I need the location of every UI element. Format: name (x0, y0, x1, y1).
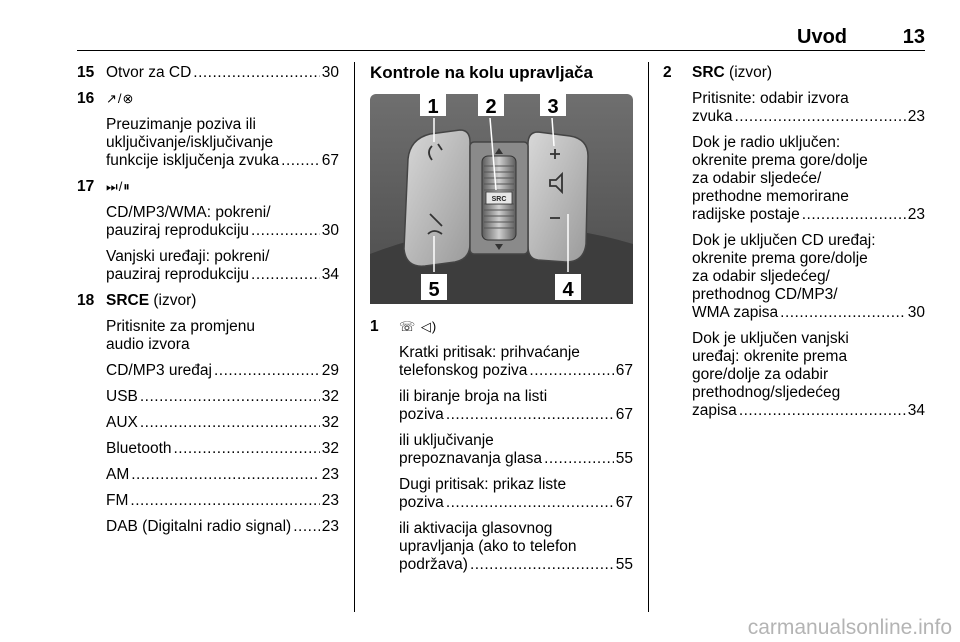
toc-line: prepoznavanja glasa ..... 55 (399, 450, 633, 468)
steering-wheel-controls-figure (370, 94, 633, 304)
page-ref: 23 (321, 518, 339, 535)
toc-line: radijske postaje ..... 23 (692, 206, 925, 224)
entry-number: 2 (663, 64, 672, 81)
toc-line: DAB (Digitalni radio signal) ..... 23 (106, 518, 339, 536)
page-ref: 32 (321, 388, 339, 405)
entry-17: 17 ⏭/⏸ CD/MP3/WMA: pokreni/ pauziraj reprodukciju ..... 30 Vanjski uređaji: pokreni/ pauziraj reprodukciju ..... 34 (77, 178, 339, 284)
toc-line: funkcije isključenja zvuka ..... 67 (106, 152, 339, 170)
entry-number: 15 (77, 64, 95, 81)
column-divider-1 (354, 62, 355, 612)
page-ref: 32 (321, 414, 339, 431)
toc-line: CD/MP3 uređaj ..... 29 (106, 362, 339, 380)
page-ref: 30 (907, 304, 925, 321)
toc-line: podržava) ..... 55 (399, 556, 633, 574)
page-ref: 67 (615, 494, 633, 511)
page-ref: 32 (321, 440, 339, 457)
page-ref: 23 (907, 206, 925, 223)
page-ref: 34 (321, 266, 339, 283)
toc-line: telefonskog poziva ..... 67 (399, 362, 633, 380)
entry-number: 18 (77, 292, 95, 309)
toc-line: poziva ..... 67 (399, 406, 633, 424)
play-pause-icon: ⏭/⏸ (106, 179, 131, 194)
entry-label: SRC (692, 64, 725, 81)
page-ref: 30 (321, 222, 339, 239)
toc-line: zvuka ..... 23 (692, 108, 925, 126)
page-ref: 67 (615, 362, 633, 379)
page-ref: 67 (615, 406, 633, 423)
page-title: Uvod (797, 26, 847, 48)
page-ref: 67 (321, 152, 339, 169)
steering-wheel-controls-illustration (370, 94, 633, 304)
figure-label-2: 2 (485, 96, 497, 118)
toc-line: pauziraj reprodukciju ..... 30 (106, 222, 339, 240)
column-2 (370, 64, 633, 582)
column-3 (663, 64, 925, 428)
toc-line: zapisa ..... 34 (692, 402, 925, 420)
entry-number: 16 (77, 90, 95, 107)
toc-line: Otvor za CD ..... 30 (106, 64, 339, 82)
entry-label: SRCE (106, 292, 150, 309)
phone-voice-icon: ☏ ◁) (399, 319, 438, 334)
figure-label-5: 5 (428, 279, 440, 301)
figure-label-3: 3 (547, 96, 559, 118)
toc-line: Bluetooth ..... 32 (106, 440, 339, 458)
toc-line: WMA zapisa ..... 30 (692, 304, 925, 322)
page-ref: 23 (321, 466, 339, 483)
src-wheel-label: SRC (491, 196, 507, 203)
page-ref: 55 (615, 556, 633, 573)
page-ref: 23 (321, 492, 339, 509)
toc-line: AUX ..... 32 (106, 414, 339, 432)
header-rule (77, 50, 925, 51)
toc-line: poziva ..... 67 (399, 494, 633, 512)
toc-line: FM ..... 23 (106, 492, 339, 510)
figure-label-1: 1 (427, 96, 439, 118)
figure-label-4: 4 (562, 279, 574, 301)
page-header (77, 26, 925, 48)
page-ref: 30 (321, 64, 339, 81)
phone-mute-icon: ↗/⊗ (106, 91, 135, 106)
column-divider-2 (648, 62, 649, 612)
section-title: Kontrole na kolu upravljača (370, 63, 593, 82)
page-ref: 55 (615, 450, 633, 467)
page-ref: 29 (321, 362, 339, 379)
entry-2: 2 SRC (izvor) Pritisnite: odabir izvora zvuka ..... 23 Dok je radio uključen: okrenite prema gore/dolje za odabir sljedeće/ prethodne memorirane radijske postaje ..... 23 Dok je uključen CD uređaj: okrenite prema gore/dolje za odabir sljedećeg/ prethodnog CD/MP3/ WMA zapisa ..... 30 Dok je uključen vanjski uređaj: okrenite prema gore/dolje za odabir prethodnog/sljedećeg zapisa ..... 34 (663, 64, 925, 420)
toc-line: AM ..... 23 (106, 466, 339, 484)
entry-number: 1 (370, 318, 379, 335)
entry-1: 1 ☏ ◁) Kratki pritisak: prihvaćanje telefonskog poziva ..... 67 ili biranje broja na listi poziva ..... 67 ili uključivanje prepoznavanja glasa ..... 55 Dugi pritisak: prikaz liste poziva ..... 67 ili aktivacija glasovnog upravljanja (ako to telefon podržava) ..... 55 (370, 318, 633, 574)
entry-16: 16 ↗/⊗ Preuzimanje poziva ili uključivanje/isključivanje funkcije isključenja zvuka ..... 67 (77, 90, 339, 170)
entry-15 (77, 64, 339, 82)
toc-line: USB ..... 32 (106, 388, 339, 406)
toc-line: pauziraj reprodukciju ..... 34 (106, 266, 339, 284)
page-number: 13 (902, 26, 925, 48)
watermark: carmanualsonline.info (747, 616, 952, 639)
page-ref: 23 (907, 108, 925, 125)
column-1 (77, 64, 339, 544)
entry-18: 18 SRCE (izvor) Pritisnite za promjenu audio izvora CD/MP3 uređaj ..... 29 USB ..... 32 AUX ..... 32 Bluetooth ..... 32 AM ..... 23 FM ..... 23 DAB (Digitalni radio signal) ..... 23 (77, 292, 339, 536)
page-ref: 34 (907, 402, 925, 419)
entry-number: 17 (77, 178, 95, 195)
